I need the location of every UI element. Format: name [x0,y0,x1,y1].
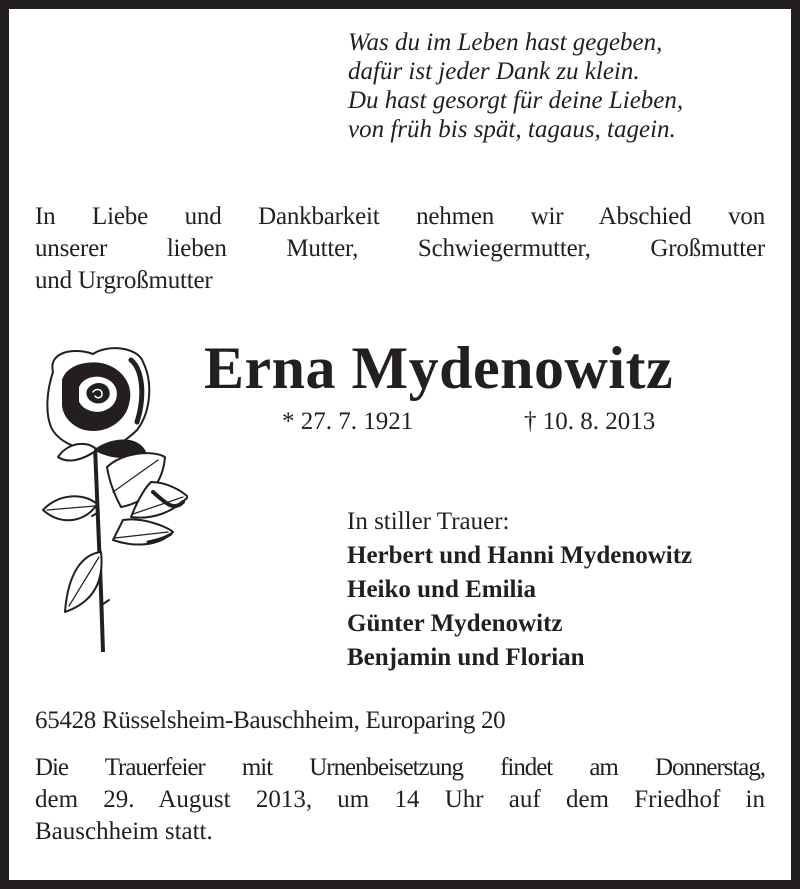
mourners-block [347,505,787,675]
poem-line: Du hast gesorgt für deine Lieben, [348,87,684,114]
obituary-notice [9,9,791,880]
family-address: 65428 Rüsselsheim-Bauschheim, Europaring 20 [35,707,506,734]
mourners-label: In stiller Trauer: [347,508,510,535]
ceremony-info [35,752,765,848]
mourner-family: Benjamin und Florian [347,644,585,671]
mourner-family: Heiko und Emilia [347,576,536,603]
mourner-family: Günter Mydenowitz [347,610,563,637]
poem-line: Was du im Leben hast gegeben, [348,29,663,56]
mourner-family: Herbert und Hanni Mydenowitz [347,542,693,569]
rose-icon [33,342,188,652]
ceremony-line: Die Trauerfeier mit Urnenbeisetzung findet am Donnerstag, [35,754,765,781]
ceremony-line: Bauschheim statt. [35,818,213,845]
birth-date: * 27. 7. 1921 [282,408,414,435]
deceased-name: Erna Mydenowitz [204,335,674,401]
intro-line: In Liebe und Dankbarkeit nehmen wir Abschied von [35,203,765,230]
death-date: † 10. 8. 2013 [524,408,656,435]
farewell-intro [35,201,765,297]
intro-line: und Urgroßmutter [35,267,213,294]
memorial-poem [348,28,788,144]
intro-line: unserer lieben Mutter, Schwiegermutter, Großmutter [35,235,765,262]
poem-line: von früh bis spät, tagaus, tagein. [348,116,676,143]
poem-line: dafür ist jeder Dank zu klein. [348,58,640,85]
ceremony-line: dem 29. August 2013, um 14 Uhr auf dem Friedhof in [35,786,765,813]
